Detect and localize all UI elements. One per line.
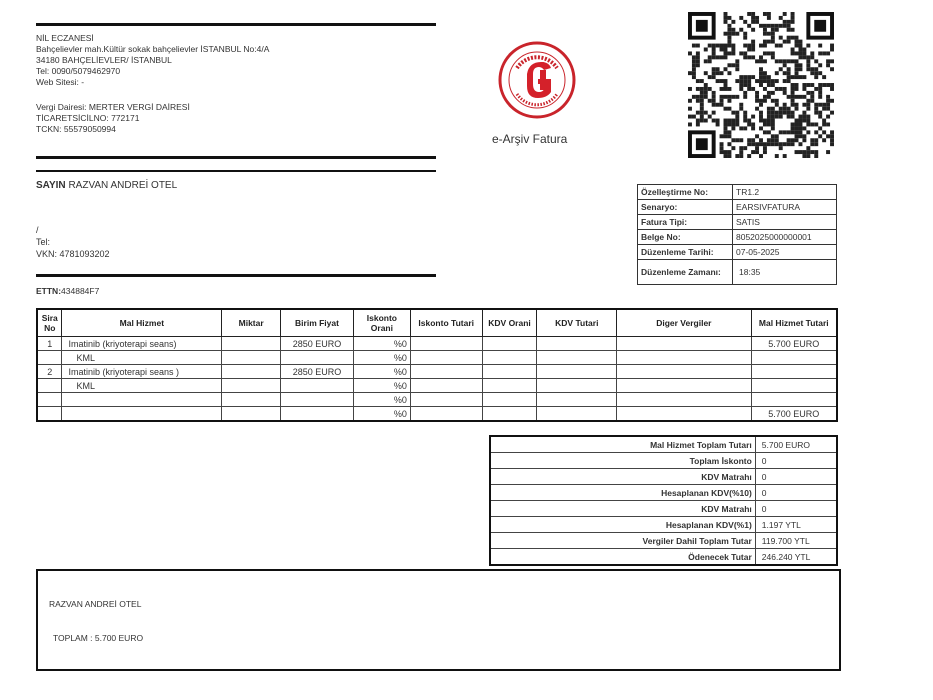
document-title: e-Arşiv Fatura — [492, 132, 568, 146]
seller-tax-office: Vergi Dairesi: MERTER VERGİ DAİRESİ — [36, 102, 190, 112]
seller-address-line1: Bahçelievler mah.Kültür sokak bahçelievler İSTANBUL No:4/A — [36, 44, 270, 54]
meta-key: Özelleştirme No: — [638, 185, 733, 200]
table-cell — [751, 393, 837, 407]
table-cell: 5.700 EURO — [751, 337, 837, 351]
table-cell — [281, 379, 354, 393]
table-cell — [62, 393, 222, 407]
table-cell: KML — [62, 351, 222, 365]
totals-row — [490, 485, 837, 501]
table-cell — [482, 365, 537, 379]
totals-row — [490, 469, 837, 485]
totals-value: 0 — [755, 453, 837, 469]
meta-row — [638, 260, 837, 285]
buyer-top-rule — [36, 170, 436, 172]
col-header: Birim Fiyat — [281, 309, 354, 337]
meta-key: Fatura Tipi: — [638, 215, 733, 230]
seller-info — [36, 33, 269, 135]
table-cell — [751, 379, 837, 393]
table-cell — [410, 393, 482, 407]
table-cell: 2850 EURO — [281, 365, 354, 379]
table-cell — [537, 393, 617, 407]
table-cell — [37, 351, 62, 365]
totals-value: 119.700 YTL — [755, 533, 837, 549]
table-cell — [222, 379, 281, 393]
totals-value: 0 — [755, 469, 837, 485]
totals-key: Hesaplanan KDV(%1) — [490, 517, 755, 533]
seller-phone: Tel: 0090/5079462970 — [36, 66, 121, 76]
table-row — [37, 365, 837, 379]
totals-key: KDV Matrahı — [490, 501, 755, 517]
note-total: TOPLAM : 5.700 EURO — [53, 633, 144, 643]
table-cell: KML — [62, 379, 222, 393]
table-cell: %0 — [353, 379, 410, 393]
totals-value: 0 — [755, 501, 837, 517]
seller-website: Web Sitesi: - — [36, 77, 85, 87]
meta-row — [638, 215, 837, 230]
meta-key: Senaryo: — [638, 200, 733, 215]
meta-value: SATIS — [733, 215, 837, 230]
table-cell — [482, 407, 537, 422]
table-cell — [617, 351, 751, 365]
table-cell — [37, 407, 62, 422]
table-cell — [537, 351, 617, 365]
ettn-label: ETTN: — [36, 286, 62, 296]
table-cell — [482, 351, 537, 365]
table-cell — [482, 379, 537, 393]
items-body — [37, 337, 837, 422]
table-cell: %0 — [353, 351, 410, 365]
col-header: Sira No — [37, 309, 62, 337]
note-buyer-name: RAZVAN ANDREİ OTEL — [49, 599, 142, 609]
meta-key: Düzenleme Zamanı: — [638, 260, 733, 285]
table-cell — [410, 337, 482, 351]
seller-trade-registry: TİCARETSİCİLNO: 772171 — [36, 113, 140, 123]
totals-row — [490, 453, 837, 469]
table-cell — [617, 365, 751, 379]
buyer-name: RAZVAN ANDREİ OTEL — [68, 180, 178, 191]
note-box — [36, 569, 841, 671]
meta-value: 8052025000000001 — [733, 230, 837, 245]
table-cell: 1 — [37, 337, 62, 351]
buyer-bottom-rule — [36, 274, 436, 277]
gib-seal-icon — [497, 40, 577, 120]
table-cell — [482, 337, 537, 351]
totals-key: Mal Hizmet Toplam Tutarı — [490, 436, 755, 453]
col-header: Iskonto Orani — [353, 309, 410, 337]
items-table — [36, 308, 838, 422]
totals-row — [490, 517, 837, 533]
totals-key: Hesaplanan KDV(%10) — [490, 485, 755, 501]
table-cell — [62, 407, 222, 422]
table-cell — [281, 393, 354, 407]
buyer-name-line — [36, 180, 177, 192]
table-row — [37, 379, 837, 393]
meta-value: EARSIVFATURA — [733, 200, 837, 215]
meta-value: 18:35 — [733, 260, 837, 285]
table-cell — [751, 365, 837, 379]
col-header: Miktar — [222, 309, 281, 337]
table-cell — [410, 365, 482, 379]
table-row — [37, 351, 837, 365]
table-cell — [482, 393, 537, 407]
seller-bottom-rule — [36, 156, 436, 159]
meta-row — [638, 200, 837, 215]
col-header: KDV Orani — [482, 309, 537, 337]
meta-row — [638, 185, 837, 200]
table-cell: 2850 EURO — [281, 337, 354, 351]
col-header: Iskonto Tutari — [410, 309, 482, 337]
buyer-vkn: VKN: 4781093202 — [36, 249, 110, 259]
meta-row — [638, 230, 837, 245]
table-cell — [617, 393, 751, 407]
ettn-value: 434884F7 — [61, 286, 100, 296]
col-header: Mal Hizmet — [62, 309, 222, 337]
meta-value: TR1.2 — [733, 185, 837, 200]
seller-tckn: TCKN: 55579050994 — [36, 124, 116, 134]
meta-key: Belge No: — [638, 230, 733, 245]
totals-key: Vergiler Dahil Toplam Tutar — [490, 533, 755, 549]
col-header: KDV Tutari — [537, 309, 617, 337]
totals-value: 0 — [755, 485, 837, 501]
totals-row — [490, 501, 837, 517]
buyer-label: SAYIN — [36, 180, 66, 191]
table-cell — [410, 379, 482, 393]
table-cell — [410, 351, 482, 365]
totals-value: 5.700 EURO — [755, 436, 837, 453]
table-cell — [222, 351, 281, 365]
meta-key: Düzenleme Tarihi: — [638, 245, 733, 260]
table-cell — [617, 407, 751, 422]
table-cell: %0 — [353, 407, 410, 422]
qr-code-icon — [688, 12, 834, 158]
table-cell — [537, 379, 617, 393]
totals-value: 1.197 YTL — [755, 517, 837, 533]
col-header: Mal Hizmet Tutari — [751, 309, 837, 337]
totals-row — [490, 533, 837, 549]
table-cell — [537, 337, 617, 351]
table-row — [37, 407, 837, 422]
buyer-phone: Tel: — [36, 237, 51, 247]
table-cell: %0 — [353, 365, 410, 379]
totals-table — [489, 435, 838, 566]
table-cell — [222, 365, 281, 379]
table-cell — [617, 337, 751, 351]
totals-row — [490, 549, 837, 566]
invoice-meta-table — [637, 184, 837, 285]
table-cell: Imatinib (kriyoterapi seans) — [62, 337, 222, 351]
table-cell — [751, 351, 837, 365]
meta-row — [638, 245, 837, 260]
table-cell — [537, 407, 617, 422]
table-cell: %0 — [353, 337, 410, 351]
totals-key: KDV Matrahı — [490, 469, 755, 485]
totals-row — [490, 436, 837, 453]
buyer-slash: / — [36, 225, 39, 235]
table-cell — [222, 393, 281, 407]
table-row — [37, 337, 837, 351]
table-cell — [281, 407, 354, 422]
table-cell: Imatinib (kriyoterapi seans ) — [62, 365, 222, 379]
col-header: Diger Vergiler — [617, 309, 751, 337]
table-cell — [222, 337, 281, 351]
table-cell: 2 — [37, 365, 62, 379]
table-cell: %0 — [353, 393, 410, 407]
meta-value: 07-05-2025 — [733, 245, 837, 260]
table-cell — [222, 407, 281, 422]
table-cell — [37, 393, 62, 407]
ettn — [36, 286, 99, 296]
table-cell — [410, 407, 482, 422]
seller-name: NİL ECZANESİ — [36, 33, 94, 43]
top-rule — [36, 23, 436, 26]
items-header-row — [37, 309, 837, 337]
totals-value: 246.240 YTL — [755, 549, 837, 566]
buyer-info — [36, 180, 177, 260]
table-cell — [537, 365, 617, 379]
table-cell — [281, 351, 354, 365]
table-row — [37, 393, 837, 407]
totals-key: Ödenecek Tutar — [490, 549, 755, 566]
table-cell — [37, 379, 62, 393]
table-cell — [617, 379, 751, 393]
table-cell: 5.700 EURO — [751, 407, 837, 422]
seller-address-line2: 34180 BAHÇELİEVLER/ İSTANBUL — [36, 55, 172, 65]
totals-key: Toplam İskonto — [490, 453, 755, 469]
